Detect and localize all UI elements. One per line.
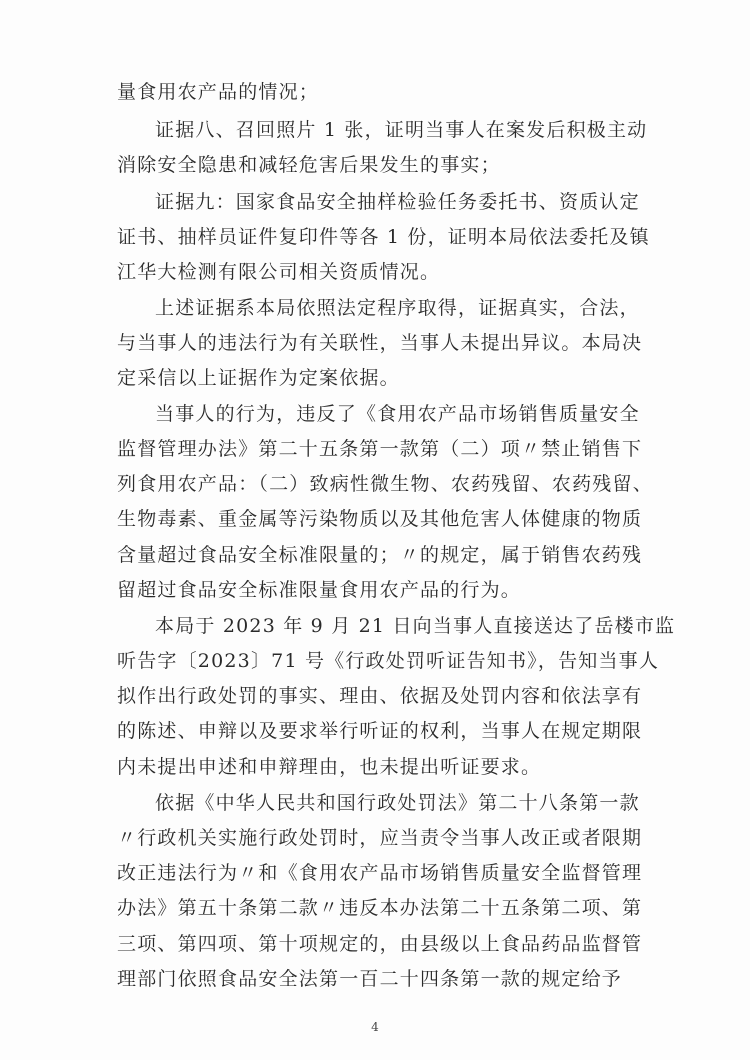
text-line: 的陈述、申辩以及要求举行听证的权利，当事人在规定期限	[117, 720, 643, 742]
text-line: 与当事人的违法行为有关联性，当事人未提出异议。本局决	[117, 332, 643, 354]
text-line: 江华大检测有限公司相关资质情况。	[117, 261, 441, 283]
text-line: 当事人的行为，违反了《食用农产品市场销售质量安全	[155, 403, 640, 425]
text-line: 监督管理办法》第二十五条第一款第（二）项〃禁止销售下	[117, 438, 643, 460]
text-line: 依据《中华人民共和国行政处罚法》第二十八条第一款	[155, 792, 640, 814]
text-line: 列食用农产品：（二）致病性微生物、农药残留、农药残留、	[117, 473, 653, 495]
text-line: 定采信以上证据作为定案依据。	[117, 367, 400, 389]
text-line: 证据九：国家食品安全抽样检验任务委托书、资质认定	[155, 191, 640, 213]
text-line: 量食用农产品的情况；	[117, 81, 320, 103]
text-line: 消除安全隐患和减轻危害后果发生的事实；	[117, 154, 501, 176]
page-number: 4	[371, 1020, 379, 1034]
text-line: 留超过食品安全标准限量食用农产品的行为。	[117, 579, 522, 601]
text-line: 改正违法行为〃和《食用农产品市场销售质量安全监督管理	[117, 862, 643, 884]
text-line: 内未提出申述和申辩理由，也未提出听证要求。	[117, 756, 542, 778]
text-line: 证书、抽样员证件复印件等各 1 份，证明本局依法委托及镇	[117, 226, 650, 248]
text-line: 证据八、召回照片 1 张，证明当事人在案发后积极主动	[155, 119, 648, 141]
text-line: 〃行政机关实施行政处罚时，应当责令当事人改正或者限期	[117, 827, 643, 849]
text-line: 听告字〔2023〕71 号《行政处罚听证告知书》，告知当事人	[117, 650, 660, 672]
text-line: 办法》第五十条第二款〃违反本办法第二十五条第二项、第	[117, 897, 643, 919]
text-line: 含量超过食品安全标准限量的；〃的规定，属于销售农药残	[117, 544, 643, 566]
text-line: 理部门依照食品安全法第一百二十四条第一款的规定给予	[117, 968, 623, 990]
text-line: 拟作出行政处罚的事实、理由、依据及处罚内容和依法享有	[117, 685, 643, 707]
text-line: 上述证据系本局依照法定程序取得，证据真实，合法，	[155, 297, 640, 319]
text-line: 本局于 2023 年 9 月 21 日向当事人直接送达了岳楼市监	[155, 615, 676, 637]
text-line: 三项、第四项、第十项规定的，由县级以上食品药品监督管	[117, 933, 643, 955]
text-line: 生物毒素、重金属等污染物质以及其他危害人体健康的物质	[117, 508, 643, 530]
